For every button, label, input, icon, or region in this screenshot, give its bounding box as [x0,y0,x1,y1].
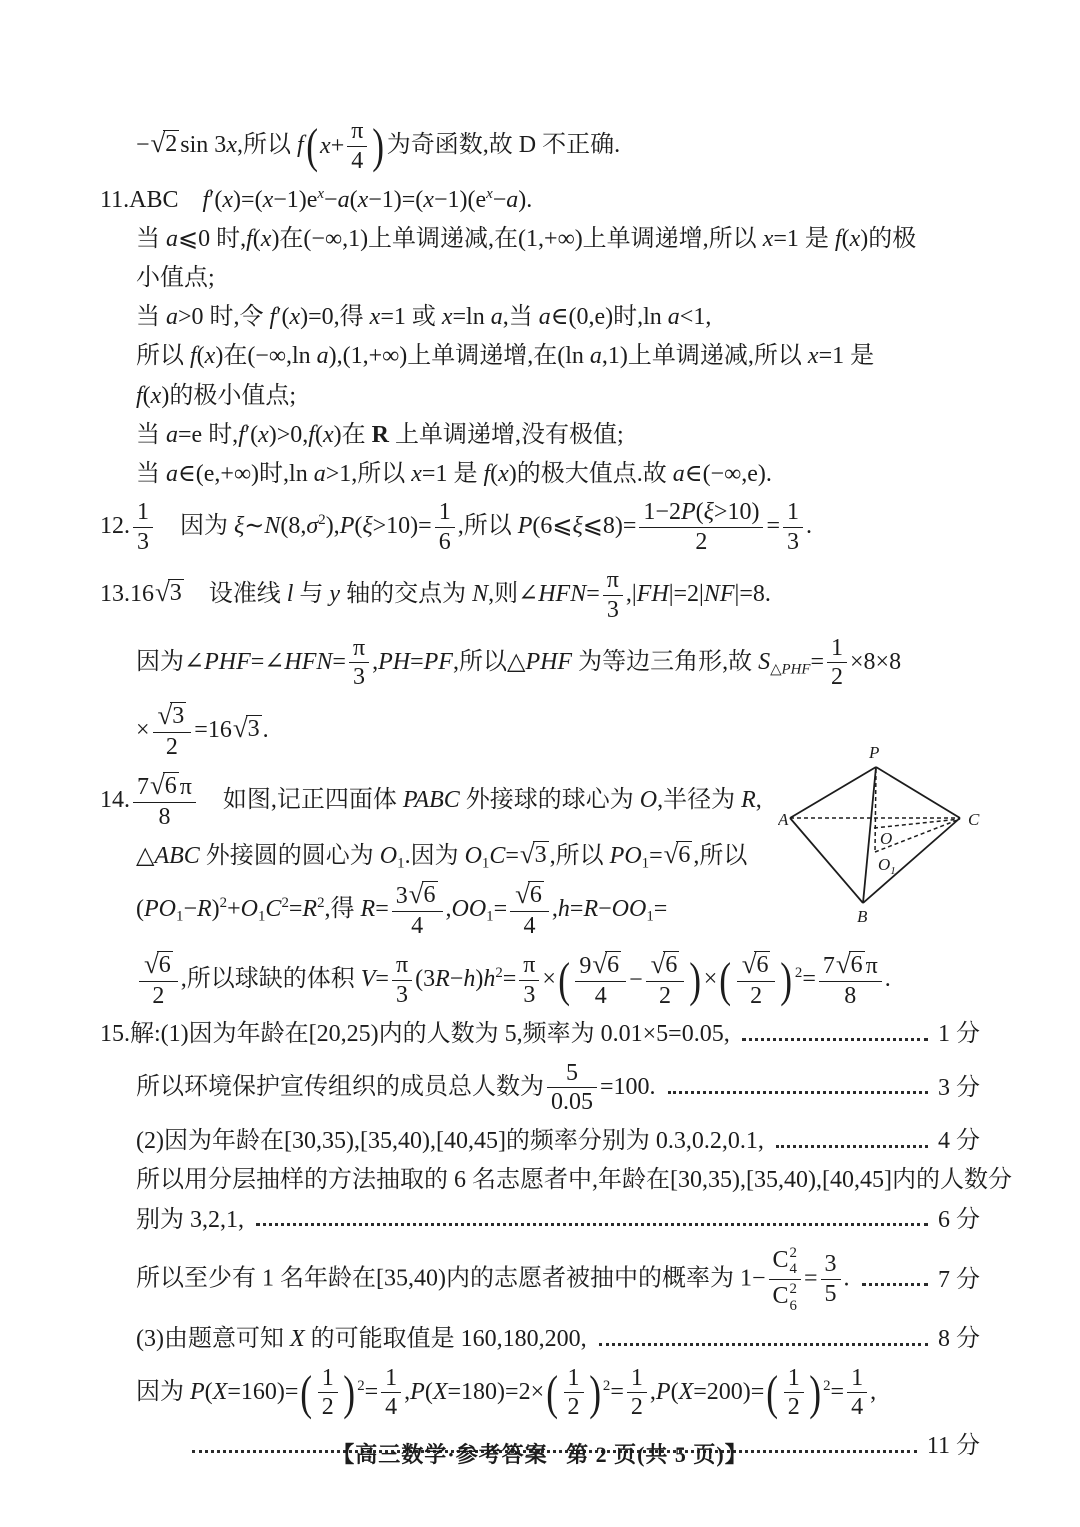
math-text: 所以 f(x)在(−∞,ln a),(1,+∞)上单调递增,在(ln a,1)上单调递减,所以 x=1 是 [136,343,875,370]
math-text: × √ 3 2 =16 √ 3 . [136,700,269,761]
math-text: $(PO_1-R)^2+O_1C^2=R^2$,得 R= 3 √ 6 4 $,OO_1=$ √ 6 4 $,h=R-OO_1=$ [136,878,668,939]
math-text: f(x)的极小值点; [136,382,296,409]
math-text: 11.ABC $f'(x)=(x-1)e^x-a(x-1)=(x-1)(e^x-a)$. [100,185,533,213]
score-label: 3 分 [938,1074,980,1101]
math-line [100,497,980,558]
math-text: − √ 2 sin 3x,所以 f ( x + $\frac{\pi}{4}$ ) 为奇函数,故 D 不正确. [136,118,621,174]
math-text: 13.16 √ 3 设准线 l 与 y 轴的交点为 N,则∠HFN= $\frac{\pi}{3}$ ,|FH|=2|NF|=8. [100,566,771,623]
math-text: 12. $\frac{1}{3}$ 因为 $\xi\sim N(8,\sigma^2),P(\xi>10)=$ $\frac{1}{6}$ ,所以 P(6⩽ξ⩽8)= $\frac{1-2P(\xi>10)}{2}$ = $\frac{1}{3}$ . [100,499,812,555]
math-line [100,1058,980,1119]
math-line [100,116,980,177]
center-label-o1: $O_1$ [878,855,896,877]
dotted-leader [776,1145,928,1148]
score-label: 6 分 [938,1206,980,1233]
dotted-leader [862,1283,928,1286]
vertex-label-c: C [968,810,980,829]
math-line [100,1363,980,1424]
math-line [100,223,980,255]
math-line [100,565,980,626]
math-text: 15.解:(1)因为年龄在[20,25)内的人数为 5,频率为 0.01×5=0.05, [100,1021,730,1048]
math-text: √ 6 2 ,所以球缺的体积 V= $\frac{\pi}{3}$ $(3R-h)h^2=$ $\frac{\pi}{3}$ × ( 9 √ 6 4 − √ 6 2 ) × ( √ 6 2 ) $^2$= 7 √ 6 π 8 . [136,949,891,1012]
math-text: 所以至少有 1 名年龄在[35,40)内的志愿者被抽中的概率为 1− C 2 4 C 2 6 = $\frac{3}{5}$ . [136,1244,850,1314]
math-line [100,1204,980,1236]
vertex-label-a: A [778,810,789,829]
math-line [100,184,980,216]
vertex-label-p: P [869,743,880,762]
math-text: (2)因为年龄在[30,35),[35,40),[40,45]的频率分别为 0.3,0.2,0.1, [136,1128,764,1155]
center-label-o: O [880,829,893,848]
math-line [100,633,980,694]
math-text: 14. 7 √ 6 π 8 如图,记正四面体 PABC 外接球的球心为 O,半径为 R, [100,770,762,830]
score-label: 4 分 [938,1128,980,1155]
dotted-leader [599,1343,928,1346]
dotted-leader [256,1223,928,1226]
math-line [100,949,980,1012]
math-line [100,1164,1012,1196]
math-text: 当 a∈(e,+∞)时,ln a>1,所以 x=1 是 f(x)的极大值点.故 a∈(−∞,e). [136,460,772,487]
math-text: 小值点; [136,265,215,292]
math-text: 别为 3,2,1, [136,1206,244,1233]
score-label: 7 分 [938,1266,980,1293]
math-text: 当 a=e 时,f′(x)>0,f(x)在 R 上单调递增,没有极值; [136,421,624,448]
math-text: 因为∠PHF=∠HFN= $\frac{\pi}{3}$ ,PH=PF,所以△PHF 为等边三角形,故 $S_{\triangle PHF}=$ $\frac{1}{2}$ ×8×8 [136,634,902,691]
page-footer: 【高三数学·参考答案 第 2 页(共 5 页)】 [332,1442,748,1467]
math-line [100,301,980,333]
score-label: 1 分 [938,1021,980,1048]
tetrahedron-diagram [778,742,983,937]
dotted-leader [668,1091,928,1094]
math-text: (3)由题意可知 X 的可能取值是 160,180,200, [136,1326,587,1353]
math-line [100,1323,980,1355]
math-line [100,1125,980,1157]
math-line [100,419,980,451]
math-text: 当 a>0 时,令 f′(x)=0,得 x=1 或 x=ln a,当 a∈(0,e)时,ln a<1, [136,304,712,331]
math-text: 所以环境保护宣传组织的成员总人数为 $\frac{5}{0.05}$ =100. [136,1059,656,1116]
math-text: △ABC 外接圆的圆心为 $O_1$.因为 $O_1C=$ √ 3 ,所以 $PO_1=$ √ 6 ,所以 [136,838,748,872]
vertex-label-b: B [857,907,868,926]
dotted-leader [742,1038,928,1041]
score-label: 8 分 [938,1326,980,1353]
math-text: 因为 P(X=160)= ( $\frac{1}{2}$ ) $^2$= $\frac{1}{4}$ ,P(X=180)=2× ( $\frac{1}{2}$ ) $^2$= $\frac{1}{2}$ ,P(X=200)= ( $\frac{1}{2}$ ) $^2$= $\frac{1}{4}$ , [136,1364,877,1421]
math-line [100,380,980,412]
math-line [100,1018,980,1050]
math-text: 当 a⩽0 时,f(x)在(−∞,1)上单调递减,在(1,+∞)上单调递增,所以 x=1 是 f(x)的极 [136,225,917,252]
math-line [100,340,980,372]
score-label: 11 分 [926,1433,980,1460]
math-line [100,1243,980,1317]
math-line [100,262,980,294]
math-text: 所以用分层抽样的方法抽取的 6 名志愿者中,年龄在[30,35),[35,40),[40,45]内的人数分 [136,1167,1012,1194]
math-line [100,458,980,490]
